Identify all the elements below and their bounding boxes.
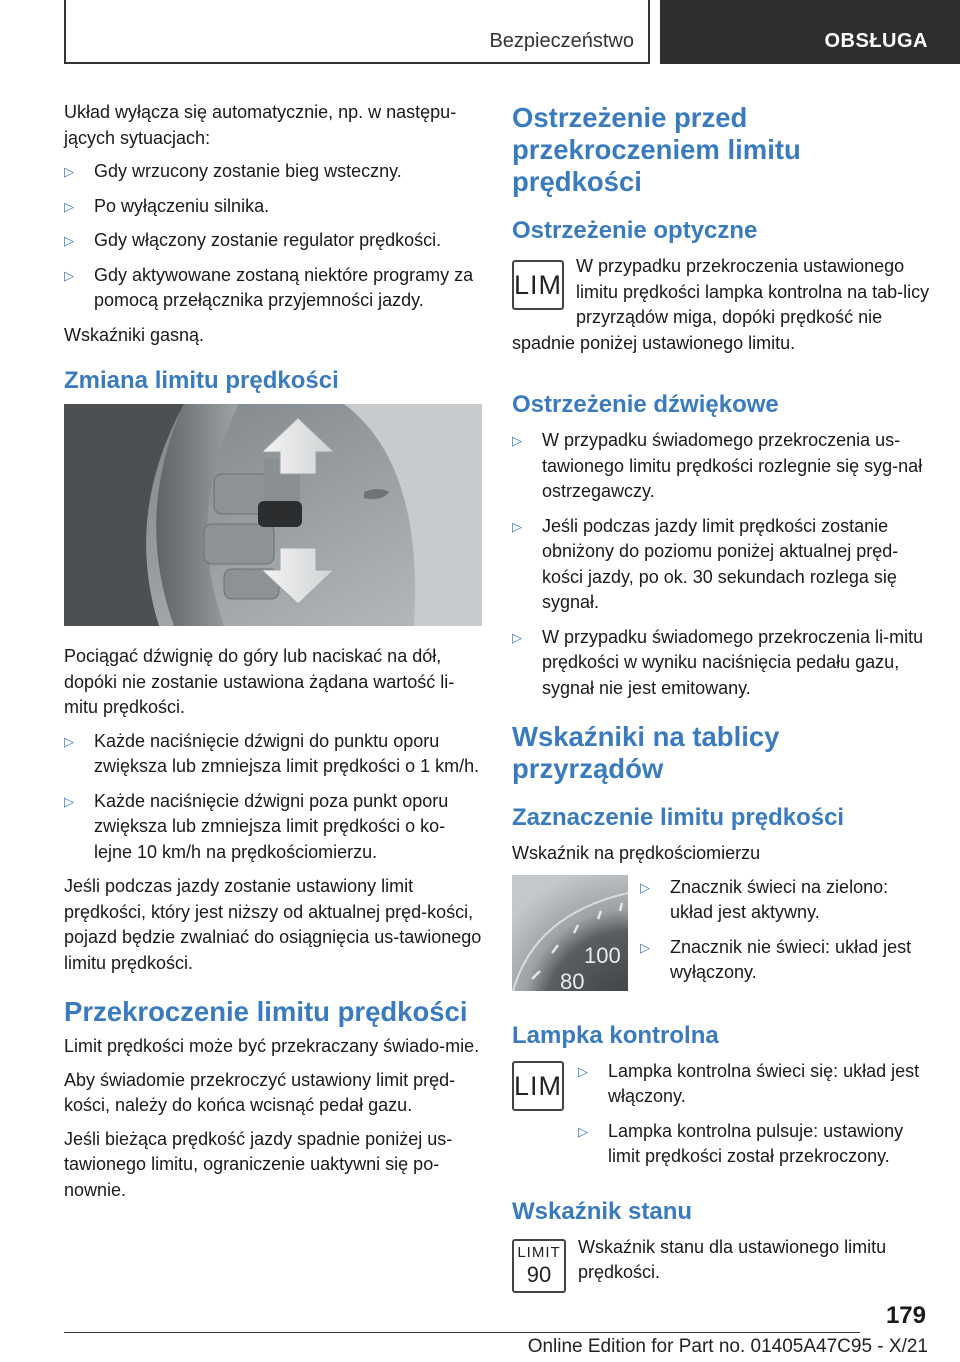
- optical-warning-block: [512, 254, 932, 364]
- steering-wheel-lever-photo: [64, 404, 482, 626]
- list-item: ▷ Gdy włączony zostanie regulator prędkości.: [64, 228, 482, 254]
- section-title: Bezpieczeństwo: [489, 30, 634, 52]
- change-list: [64, 729, 482, 866]
- list-item: ▷ Każde naciśnięcie dźwigni poza punkt oporu zwiększa lub zmniejsza limit prędkości o ko‐lejne 10 km/h na prędkościomierzu.: [64, 790, 449, 862]
- bullet-icon: ▷: [512, 629, 522, 645]
- bullet-icon: ▷: [64, 793, 74, 809]
- limit-90-icon: [512, 1239, 566, 1293]
- header-tab-label: OBSŁUGA: [824, 30, 928, 52]
- bullet-icon: ▷: [64, 267, 74, 283]
- marking-text: Wskaźnik na prędkościomierzu: [512, 843, 761, 863]
- page-number: 179: [885, 1302, 926, 1329]
- heading-limit-marking: Zaznaczenie limitu prędkości: [512, 804, 845, 831]
- status-text: Wskaźnik stanu dla ustawionego limitu prędkości.: [578, 1236, 887, 1282]
- header-section-box: [64, 0, 650, 64]
- lamp-list: [578, 1059, 932, 1170]
- heading-optical-warning: Ostrzeżenie optyczne: [512, 217, 758, 244]
- auto-off-list: [64, 159, 482, 314]
- heading-status-indicator: Wskaźnik stanu: [512, 1197, 693, 1225]
- heading-warning: Ostrzeżenie przed przekroczeniem limitu prędkości: [512, 102, 801, 197]
- list-item: ▷ Lampka kontrolna pulsuje: ustawiony limit prędkości został przekroczony.: [578, 1120, 904, 1166]
- list-item: ▷ Znacznik nie świeci: układ jest wyłączony.: [640, 936, 912, 982]
- left-column: [64, 100, 482, 1211]
- bullet-icon: ▷: [578, 1123, 588, 1139]
- lamp-block: [512, 1059, 932, 1179]
- status-block: [512, 1235, 932, 1307]
- limit-icon-value: 90: [526, 1261, 552, 1287]
- heading-exceed-limit: Przekroczenie limitu prędkości: [64, 996, 468, 1027]
- heading-change-limit: Zmiana limitu prędkości: [64, 367, 339, 394]
- speedometer-photo: [512, 875, 628, 991]
- exceed-paragraph-3: Jeśli bieżąca prędkość jazdy spadnie poniżej us‐tawionego limitu, ograniczenie uaktywni się po‐nownie.: [64, 1128, 453, 1200]
- list-item: ▷ Po wyłączeniu silnika.: [64, 194, 482, 220]
- svg-text:100: 100: [584, 942, 621, 968]
- change-note-paragraph: Jeśli podczas jazdy zostanie ustawiony limit prędkości, który jest niższy od aktualnej pręd‐kości, pojazd będzie zwalniać do osiągnięcia us‐tawionego limitu prędkości.: [64, 876, 482, 973]
- header-tab: [660, 0, 960, 64]
- bullet-icon: ▷: [640, 879, 650, 895]
- optical-warning-text: W przypadku przekroczenia ustawionego limitu prędkości lampka kontrolna na tab‐licy przyrządów miga, dopóki prędkość nie spadnie poniżej ustawionego limitu.: [512, 256, 930, 353]
- bullet-icon: ▷: [64, 733, 74, 749]
- intro-paragraph: Układ wyłącza się automatycznie, np. w następu‐jących sytuacjach:: [64, 102, 457, 148]
- heading-control-lamp: Lampka kontrolna: [512, 1021, 719, 1049]
- right-column: [512, 100, 932, 1307]
- footer-divider: [64, 1332, 860, 1333]
- bullet-icon: ▷: [640, 939, 650, 955]
- list-item: ▷ Każde naciśnięcie dźwigni do punktu oporu zwiększa lub zmniejsza limit prędkości o 1 km/h.: [64, 730, 480, 776]
- bullet-icon: ▷: [512, 518, 522, 534]
- bullet-icon: ▷: [64, 198, 74, 214]
- change-paragraph: Pociągać dźwignię do góry lub naciskać na dół, dopóki nie zostanie ustawiona żądana wartość li‐mitu prędkości.: [64, 646, 455, 717]
- svg-text:80: 80: [560, 968, 585, 991]
- list-item: ▷ W przypadku świadomego przekroczenia us‐tawionego limitu prędkości rozlegnie się syg‐nał ostrzegawczy.: [512, 430, 923, 501]
- list-item: ▷ Lampka kontrolna świeci się: układ jest włączony.: [578, 1060, 920, 1106]
- list-item: ▷ W przypadku świadomego przekroczenia li‐mitu prędkości w wyniku naciśnięcia pedału gazu, sygnał nie jest emitowany.: [512, 626, 924, 698]
- footer-edition: Online Edition for Part no. 01405A47C95 - X/21: [527, 1336, 928, 1357]
- bullet-icon: ▷: [64, 233, 74, 248]
- lim-lamp-icon: LIM: [512, 1061, 564, 1111]
- indicators-off-text: Wskaźniki gasną.: [64, 324, 205, 345]
- marking-list: [640, 875, 932, 986]
- exceed-paragraph-1: Limit prędkości może być przekraczany świado‐mie.: [64, 1036, 480, 1056]
- heading-acoustic-warning: Ostrzeżenie dźwiękowe: [512, 391, 779, 418]
- list-item: ▷ Znacznik świeci na zielono: układ jest aktywny.: [640, 876, 889, 922]
- bullet-icon: ▷: [578, 1063, 588, 1079]
- heading-instrument-cluster: Wskaźniki na tablicy przyrządów: [512, 721, 780, 784]
- list-item: ▷ Jeśli podczas jazdy limit prędkości zostanie obniżony do poziomu poniżej aktualnej pręd‐kości jazdy, po ok. 30 sekundach rozlega się sygnał.: [512, 515, 899, 612]
- marking-block: [512, 875, 932, 1003]
- exceed-paragraph-2: Aby świadomie przekroczyć ustawiony limit pręd‐kości, należy do końca wcisnąć pedał gazu.: [64, 1069, 456, 1115]
- bullet-icon: ▷: [512, 433, 522, 448]
- limit-icon-label: LIMIT: [517, 1243, 561, 1261]
- list-item: ▷ Gdy wrzucony zostanie bieg wsteczny.: [64, 159, 482, 185]
- bullet-icon: ▷: [64, 164, 74, 179]
- list-item: ▷ Gdy aktywowane zostaną niektóre programy za pomocą przełącznika przyjemności jazdy.: [64, 264, 474, 310]
- lim-indicator-icon: LIM: [512, 260, 564, 310]
- acoustic-list: [512, 428, 932, 701]
